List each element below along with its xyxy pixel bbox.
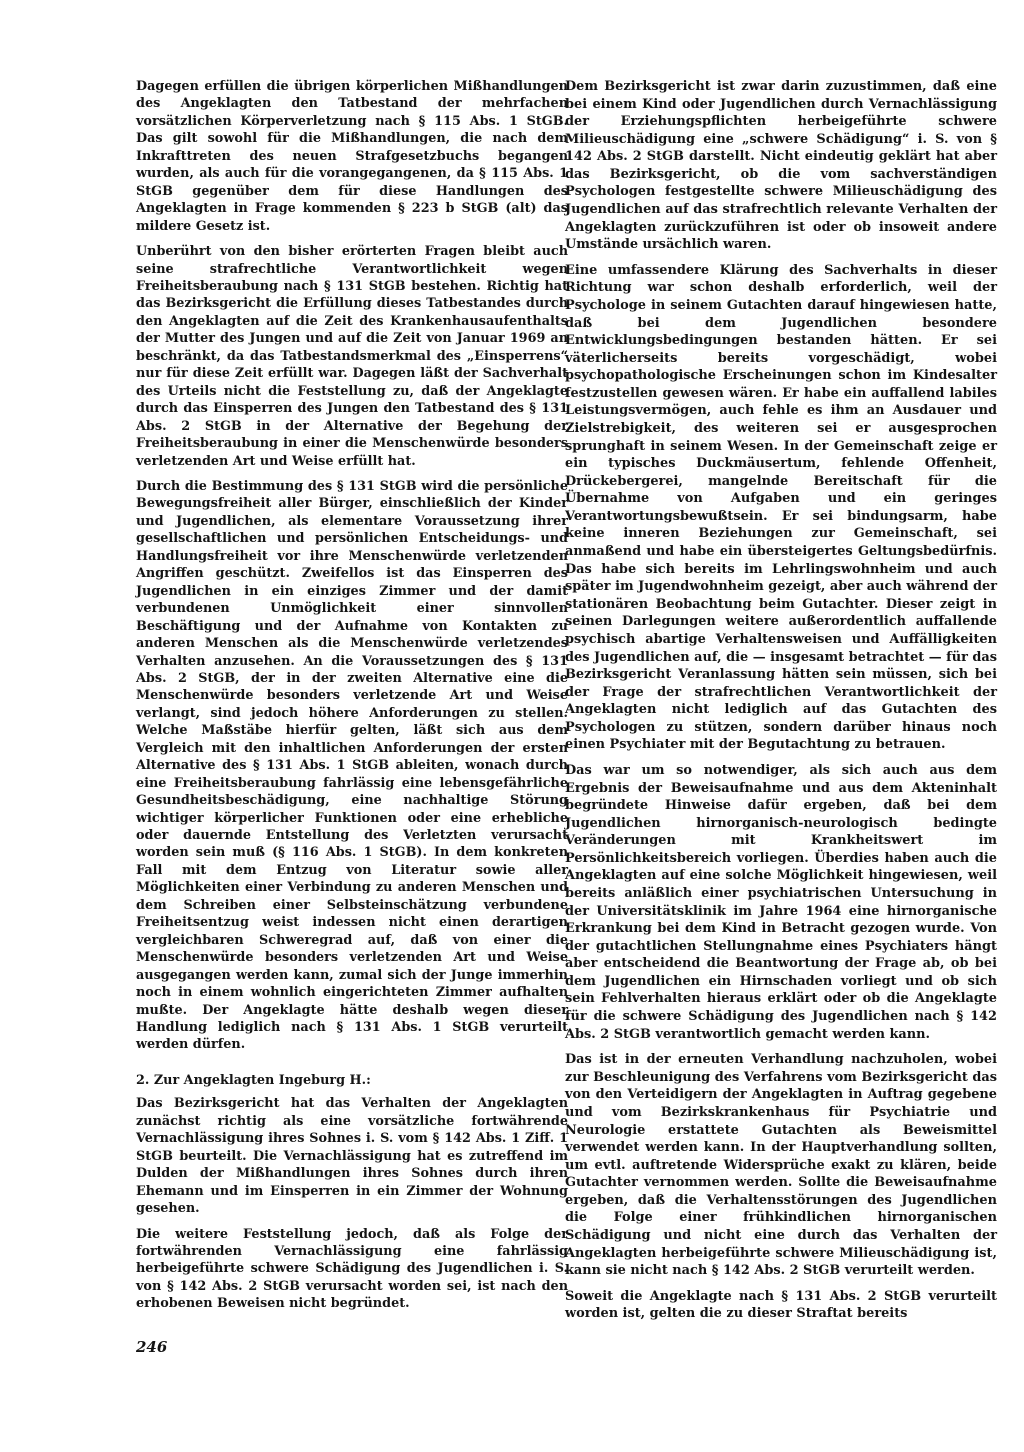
paragraph: Das war um so notwendiger, als sich auch aus dem Ergebnis der Beweisaufnahme und aus dem Akteninhalt begründete Hinweise dafür ergeben, daß bei dem Jugendlichen hirnorganisch-neurologisch bedingte Veränderungen mit Krankheitswert im Persönlichkeitsbereich vorliegen. Überdies haben auch die Angeklagten auf eine solche Möglichkeit hingewiesen, weil bereits anläßlich einer psychiatrischen Untersuchung in der Universitätsklinik im Jahre 1964 eine hirnorganische Erkrankung bei dem Kind in Betracht gezogen wurde. Von der gutachtlichen Stellungnahme eines Psychiaters hängt aber entscheidend die Beantwortung der Frage ab, ob bei dem Jugendlichen ein Hirnschaden vorliegt und ob sich sein Fehlverhalten hieraus erklärt oder ob die Angeklagte für die schwere Schädigung des Jugendlichen nach § 142 Abs. 2 StGB verantwortlich gemacht werden kann. bbox=[565, 762, 997, 1042]
paragraph: Das Bezirksgericht hat das Verhalten der Angeklagten zunächst richtig als eine vorsätzliche fortwährende Vernachlässigung ihres Sohnes i. S. vom § 142 Abs. 1 Ziff. 1 StGB beurteilt. Die Vernachlässigung hat es zutreffend im Dulden der Mißhandlungen ihres Sohnes durch ihren Ehemann und im Einsperren in ein Zimmer der Wohnung gesehen. bbox=[136, 1096, 568, 1217]
paragraph: Die weitere Feststellung jedoch, daß als Folge der fortwährenden Vernachlässigung eine fahrlässig herbeigeführte schwere Schädigung des Jugendlichen i. S. von § 142 Abs. 2 StGB verursacht worden sei, ist nach den erhobenen Beweisen nicht begründet. bbox=[136, 1226, 568, 1312]
paragraph: Unberührt von den bisher erörterten Fragen bleibt auch seine strafrechtliche Verantwortlichkeit wegen Freiheitsberaubung nach § 131 StGB bestehen. Richtig hat das Bezirksgericht die Erfüllung dieses Tatbestandes durch den Angeklagten auf die Zeit des Krankenhausaufenthalts der Mutter des Jungen und auf die Zeit von Januar 1969 an beschränkt, da das Tatbestandsmerkmal des „Einsperrens“ nur für diese Zeit erfüllt war. Dagegen läßt der Sachverhalt des Urteils nicht die Feststellung zu, daß der Angeklagte durch das Einsperren des Jungen den Tatbestand des § 131 Abs. 2 StGB in der Alternative der Begehung der Freiheitsberaubung in einer die Menschenwürde besonders verletzenden Art und Weise erfüllt hat. bbox=[136, 244, 568, 469]
page-number: 246 bbox=[136, 1338, 168, 1356]
paragraph: Eine umfassendere Klärung des Sachverhalts in dieser Richtung war schon deshalb erforderlich, weil der Psychologe in seinem Gutachten darauf hingewiesen hatte, daß bei dem Jugendlichen besondere Entwicklungsbedingungen bestanden hätten. Er sei väterlicherseits bereits vorgeschädigt, wobei psychopathologische Erscheinungen schon im Kindesalter festzustellen gewesen wären. Er habe ein auffallend labiles Leistungsvermögen, auch fehle es ihm an Ausdauer und Zielstrebigkeit, des weiteren sei er ausgesprochen sprunghaft in seinem Wesen. In der Gemeinschaft zeige er ein typisches Duckmäusertum, fehlende Offenheit, Drückebergerei, mangelnde Bereitschaft für die Übernahme von Aufgaben und ein geringes Verantwortungsbewußtsein. Er sei bindungsarm, habe keine inneren Beziehungen zur Gemeinschaft, sei anmaßend und habe ein übersteigertes Geltungsbedürfnis. Das habe sich bereits im Lehrlingswohnheim und auch später im Jugendwohnheim gezeigt, aber auch während der stationären Beobachtung beim Gutachter. Dieser zeigt in seinen Darlegungen weitere außerordentlich auffallende psychisch abartige Verhaltensweisen und Auffälligkeiten des Jugendlichen auf, die — insgesamt betrachtet — für das Bezirksgericht Veranlassung hätten sein müssen, sich bei der Frage der strafrechtlichen Verantwortlichkeit der Angeklagten nicht lediglich auf das Gutachten des Psychologen zu stützen, sondern darüber hinaus noch einen Psychiater mit der Begutachtung zu betrauen. bbox=[565, 262, 997, 753]
right-column bbox=[565, 78, 997, 1331]
paragraph: Das ist in der erneuten Verhandlung nachzuholen, wobei zur Beschleunigung des Verfahrens vom Bezirksgericht das von den Verteidigern der Angeklagten in Auftrag gegebene und vom Bezirkskrankenhaus für Psychiatrie und Neurologie erstattete Gutachten als Beweismittel verwendet werden kann. In der Hauptverhandlung sollten, um evtl. auftretende Widersprüche exakt zu klären, beide Gutachter vernommen werden. Sollte die Beweisaufnahme ergeben, daß die Verhaltensstörungen des Jugendlichen die Folge einer frühkindlichen hirnorganischen Schädigung und nicht eine durch das Verhalten der Angeklagten herbeigeführte schwere Milieuschädigung ist, kann sie nicht nach § 142 Abs. 2 StGB verurteilt werden. bbox=[565, 1052, 997, 1279]
paragraph: Dem Bezirksgericht ist zwar darin zuzustimmen, daß eine bei einem Kind oder Jugendlichen durch Vernachlässigung der Erziehungspflichten herbeigeführte schwere Milieuschädigung eine „schwere Schädigung“ i. S. von § 142 Abs. 2 StGB darstellt. Nicht eindeutig geklärt hat aber das Bezirksgericht, ob die vom sachverständigen Psychologen festgestellte schwere Milieuschädigung des Jugendlichen auf das strafrechtlich relevante Verhalten der Angeklagten zurückzuführen ist oder ob insoweit andere Umstände ursächlich waren. bbox=[565, 79, 997, 253]
paragraph: Durch die Bestimmung des § 131 StGB wird die persönliche Bewegungsfreiheit aller Bürger, einschließlich der Kinder und Jugendlichen, als elementare Voraussetzung ihrer gesellschaftlichen und persönlichen Entscheidungs- und Handlungsfreiheit vor ihre Menschenwürde verletzenden Angriffen geschützt. Zweifellos ist das Einsperren des Jugendlichen in ein einziges Zimmer und der damit verbundenen Unmöglichkeit einer sinnvollen Beschäftigung und der Aufnahme von Kontakten zu anderen Menschen als die Menschenwürde verletzendes Verhalten anzusehen. An die Voraussetzungen des § 131 Abs. 2 StGB, der in der zweiten Alternative eine die Menschenwürde besonders verletzende Art und Weise verlangt, sind jedoch höhere Anforderungen zu stellen. Welche Maßstäbe hierfür gelten, läßt sich aus dem Vergleich mit den inhaltlichen Anforderungen der ersten Alternative des § 131 Abs. 1 StGB ableiten, wonach durch eine Freiheitsberaubung fahrlässig eine lebensgefährliche Gesundheitsbeschädigung, eine nachhaltige Störung wichtiger körperlicher Funktionen oder eine erhebliche oder dauernde Entstellung des Verletzten verursacht worden sein muß (§ 116 Abs. 1 StGB). In dem konkreten Fall mit dem Entzug von Literatur sowie aller Möglichkeiten einer Verbindung zu anderen Menschen und dem Schreiben einer Selbsteinschätzung verbundene Freiheitsentzug weist indessen nicht einen derartigen vergleichbaren Schweregrad auf, daß von einer die Menschenwürde besonders verletzenden Art und Weise ausgegangen werden kann, zumal sich der Junge immerhin noch in einem wohnlich eingerichteten Zimmer aufhalten mußte. Der Angeklagte hätte deshalb wegen dieser Handlung lediglich nach § 131 Abs. 1 StGB verurteilt werden dürfen. bbox=[136, 478, 568, 1053]
paragraph: Dagegen erfüllen die übrigen körperlichen Mißhandlungen des Angeklagten den Tatbestand der mehrfachen vorsätzlichen Körperverletzung nach § 115 Abs. 1 StGB. Das gilt sowohl für die Mißhandlungen, die nach dem Inkrafttreten des neuen Strafgesetzbuchs begangen wurden, als auch für die vorangegangenen, da § 115 Abs. 1 StGB gegenüber dem für diese Handlungen des Angeklagten in Frage kommenden § 223 b StGB (alt) das mildere Gesetz ist. bbox=[136, 79, 568, 234]
paragraph: Soweit die Angeklagte nach § 131 Abs. 2 StGB verurteilt worden ist, gelten die zu dieser Straftat bereits bbox=[565, 1288, 997, 1322]
left-column bbox=[136, 78, 568, 1321]
section-heading: 2. Zur Angeklagten Ingeburg H.: bbox=[136, 1072, 371, 1088]
